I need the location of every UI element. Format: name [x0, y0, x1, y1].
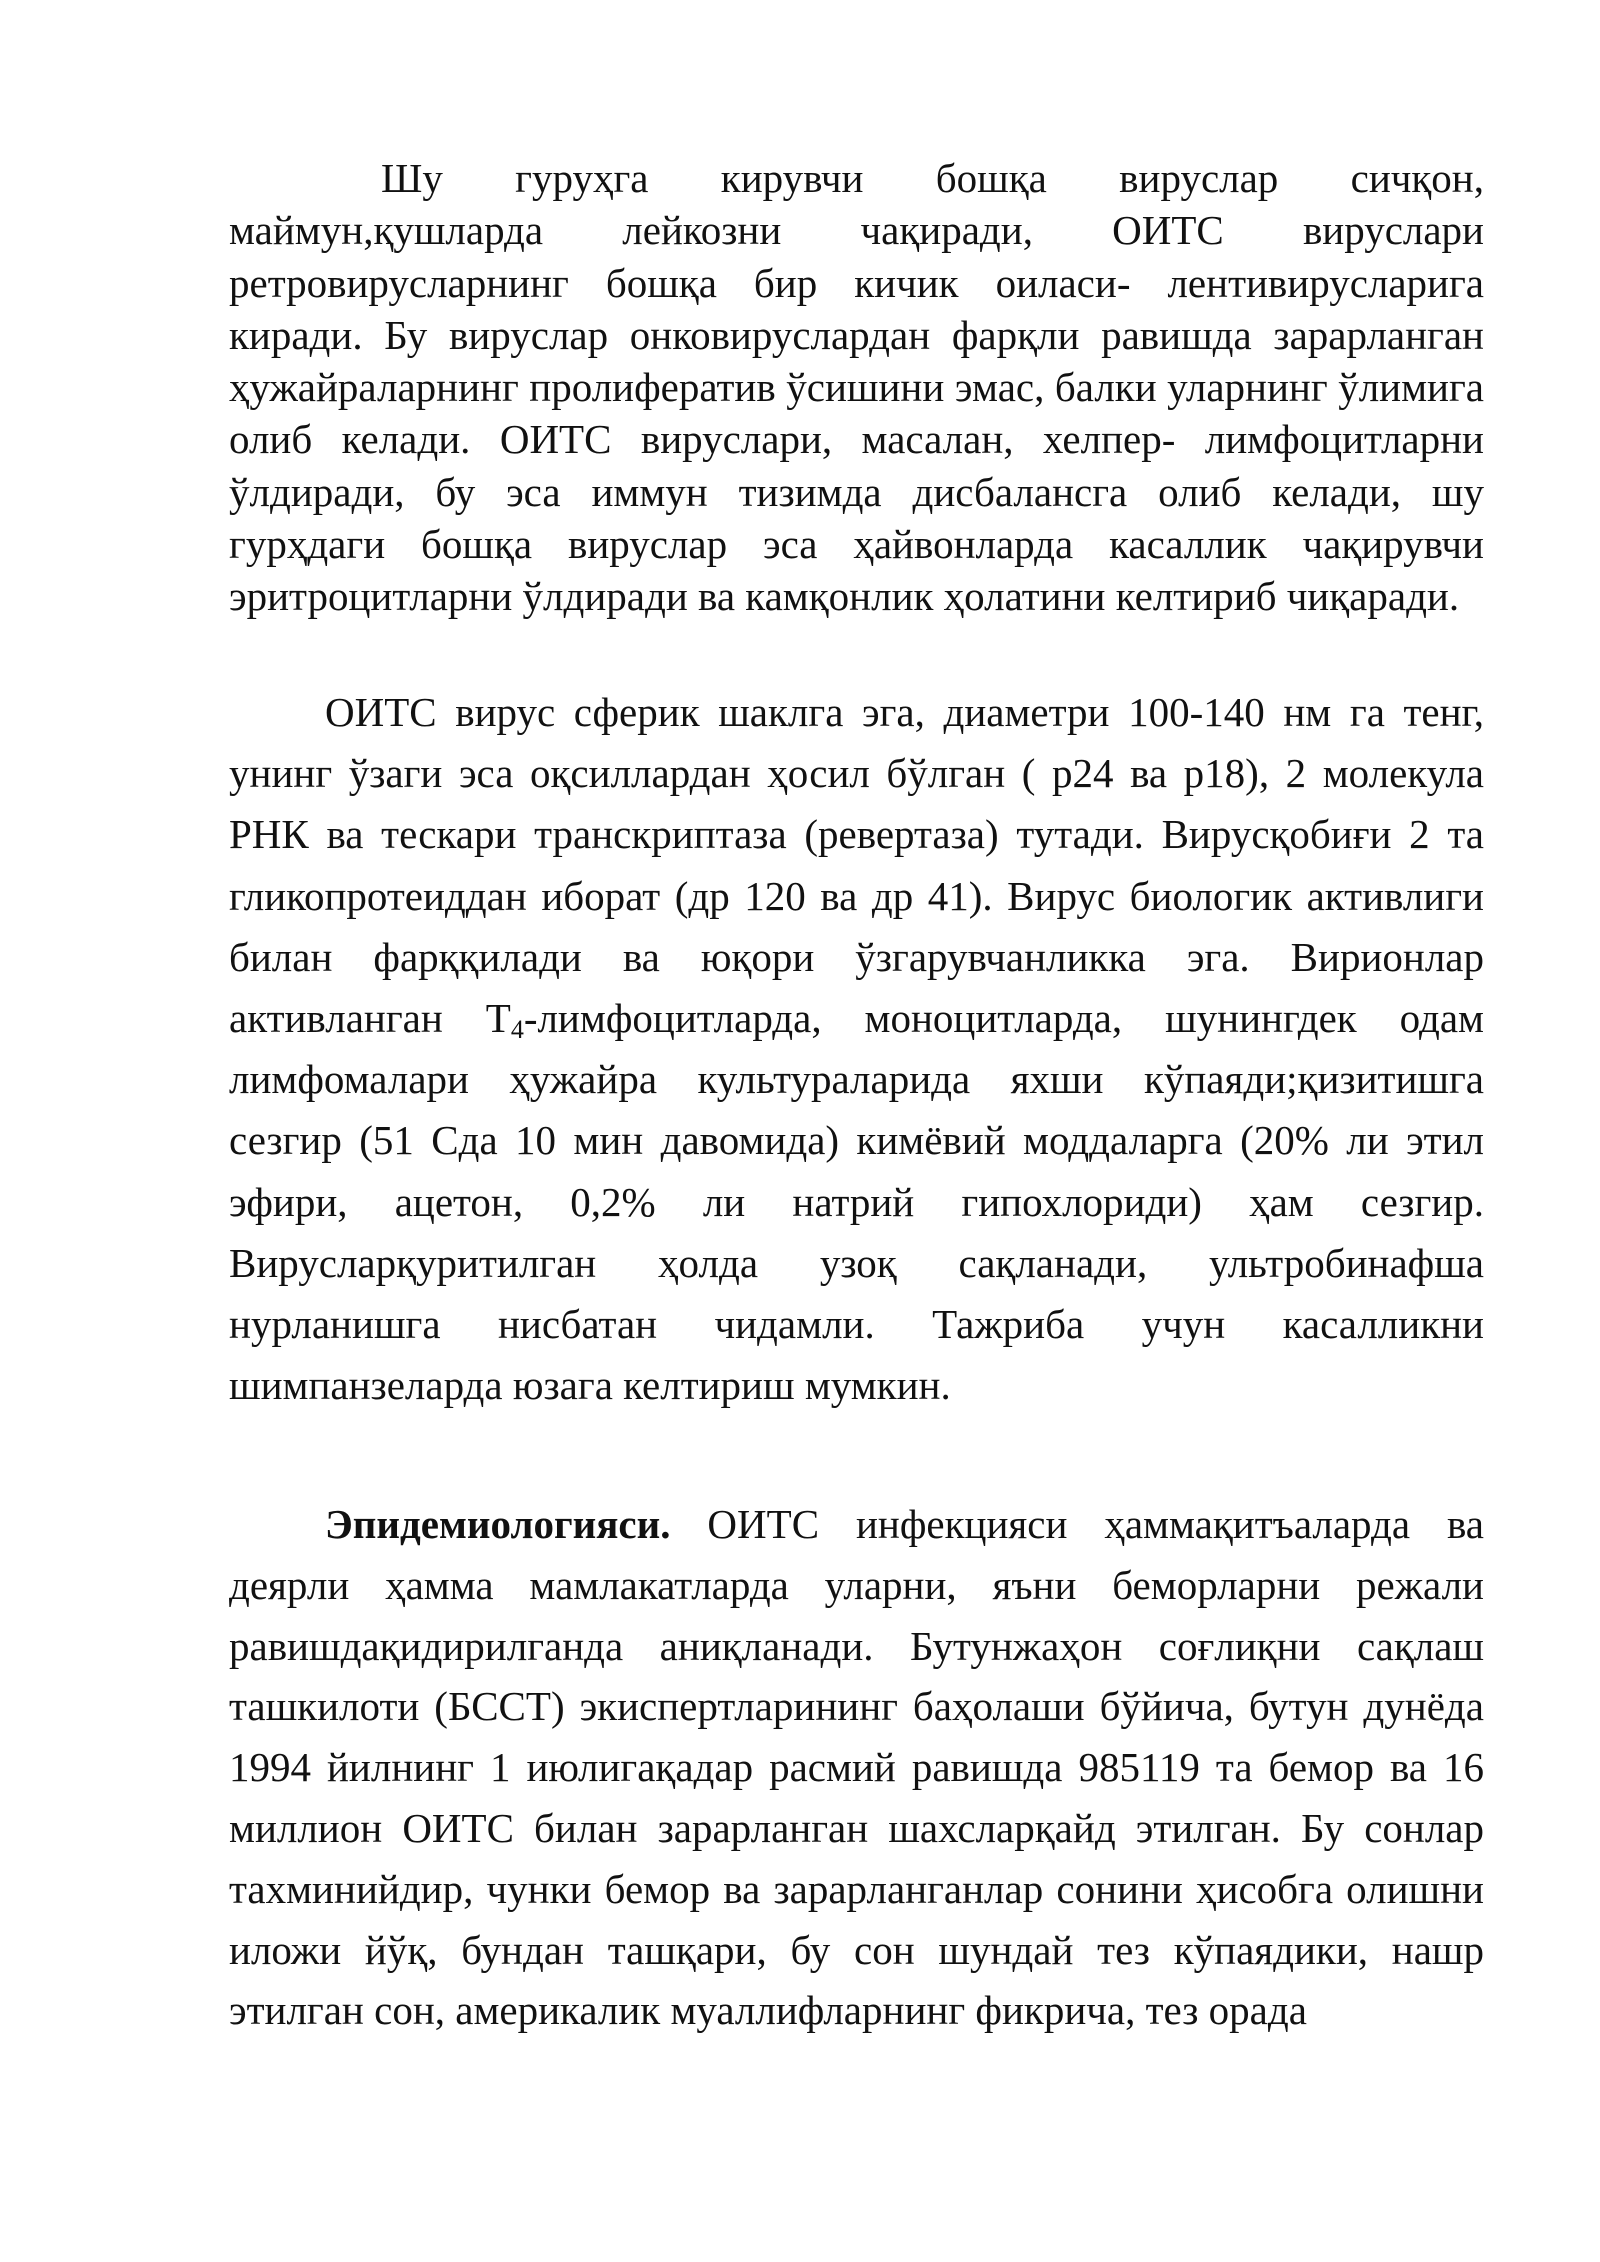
- paragraph-text-continued: -лимфоцитларда, моноцитларда, шунингдек одам лимфомалари ҳужайра культураларида яхши кўпаяди;қизитишга сезгир (51 Сда 10 мин давомида) кимёвий моддаларга (20% ли этил эфири, ацетон, 0,2% ли натрий гипохлориди) ҳам сезгир. Вирусларқуритилган ҳолда узоқ сақланади, ультробинафша нурланишга нисбатан чидамли. Тажриба учун касалликни шимпанзеларда юзага келтириш мумкин.: [229, 995, 1484, 1409]
- section-heading-epidemiology: Эпидемиологияси.: [325, 1501, 671, 1547]
- paragraph-retroviruses: [229, 152, 1484, 623]
- paragraph-text: Шу гуруҳга кирувчи бошқа вируслар сичқон, маймун,қушларда лейкозни чақиради, ОИТС вируслари ретровирусларнинг бошқа бир кичик оиласи- лентивирусларига киради. Бу вируслар онковируслардан фарқли равишда зарарланган ҳужайраларнинг пролифератив ўсишини эмас, балки уларнинг ўлимига олиб келади. ОИТС вируслари, масалан, хелпер- лимфоцитларни ўлдиради, бу эса иммун тизимда дисбалансга олиб келади, шу гурҳдаги бошқа вируслар эса ҳайвонларда касаллик чақирувчи эритроцитларни ўлдиради ва камқонлик ҳолатини келтириб чиқаради.: [229, 155, 1484, 620]
- paragraph-text: ОИТС инфекцияси ҳаммақитъаларда ва деярли ҳамма мамлакатларда уларни, яъни беморларни режали равишдақидирилганда аниқланади. Бутунжаҳон соғлиқни сақлаш ташкилоти (БССТ) экиспертларининг баҳолаши бўйича, бутун дунёда 1994 йилнинг 1 июлигақадар расмий равишда 985119 та бемор ва 16 миллион ОИТС билан зарарланган шахсларқайд этилган. Бу сонлар тахминийдир, чунки бемор ва зарарланганлар сонини ҳисобга олишни иложи йўқ, бундан ташқари, бу сон шундай тез кўпаядики, нашр этилган сон, америкалик муаллифларнинг фикрича, тез орада: [229, 1501, 1484, 2034]
- paragraph-epidemiology: [229, 1494, 1484, 2041]
- paragraph-virus-structure: [229, 682, 1484, 1416]
- subscript-index: 4: [510, 1015, 524, 1045]
- paragraph-text: ОИТС вирус сферик шаклга эга, диаметри 100-140 нм га тенг, унинг ўзаги эса оқсиллардан ҳосил бўлган ( р24 ва р18), 2 молекула РНК ва тескари транскриптаза (ревертаза) тутади. Вирусқобиғи 2 та гликопротеиддан иборат (др 120 ва др 41). Вирус биологик активлиги билан фарққилади ва юқори ўзгарувчанликка эга. Вирионлар активланган Т: [229, 689, 1484, 1042]
